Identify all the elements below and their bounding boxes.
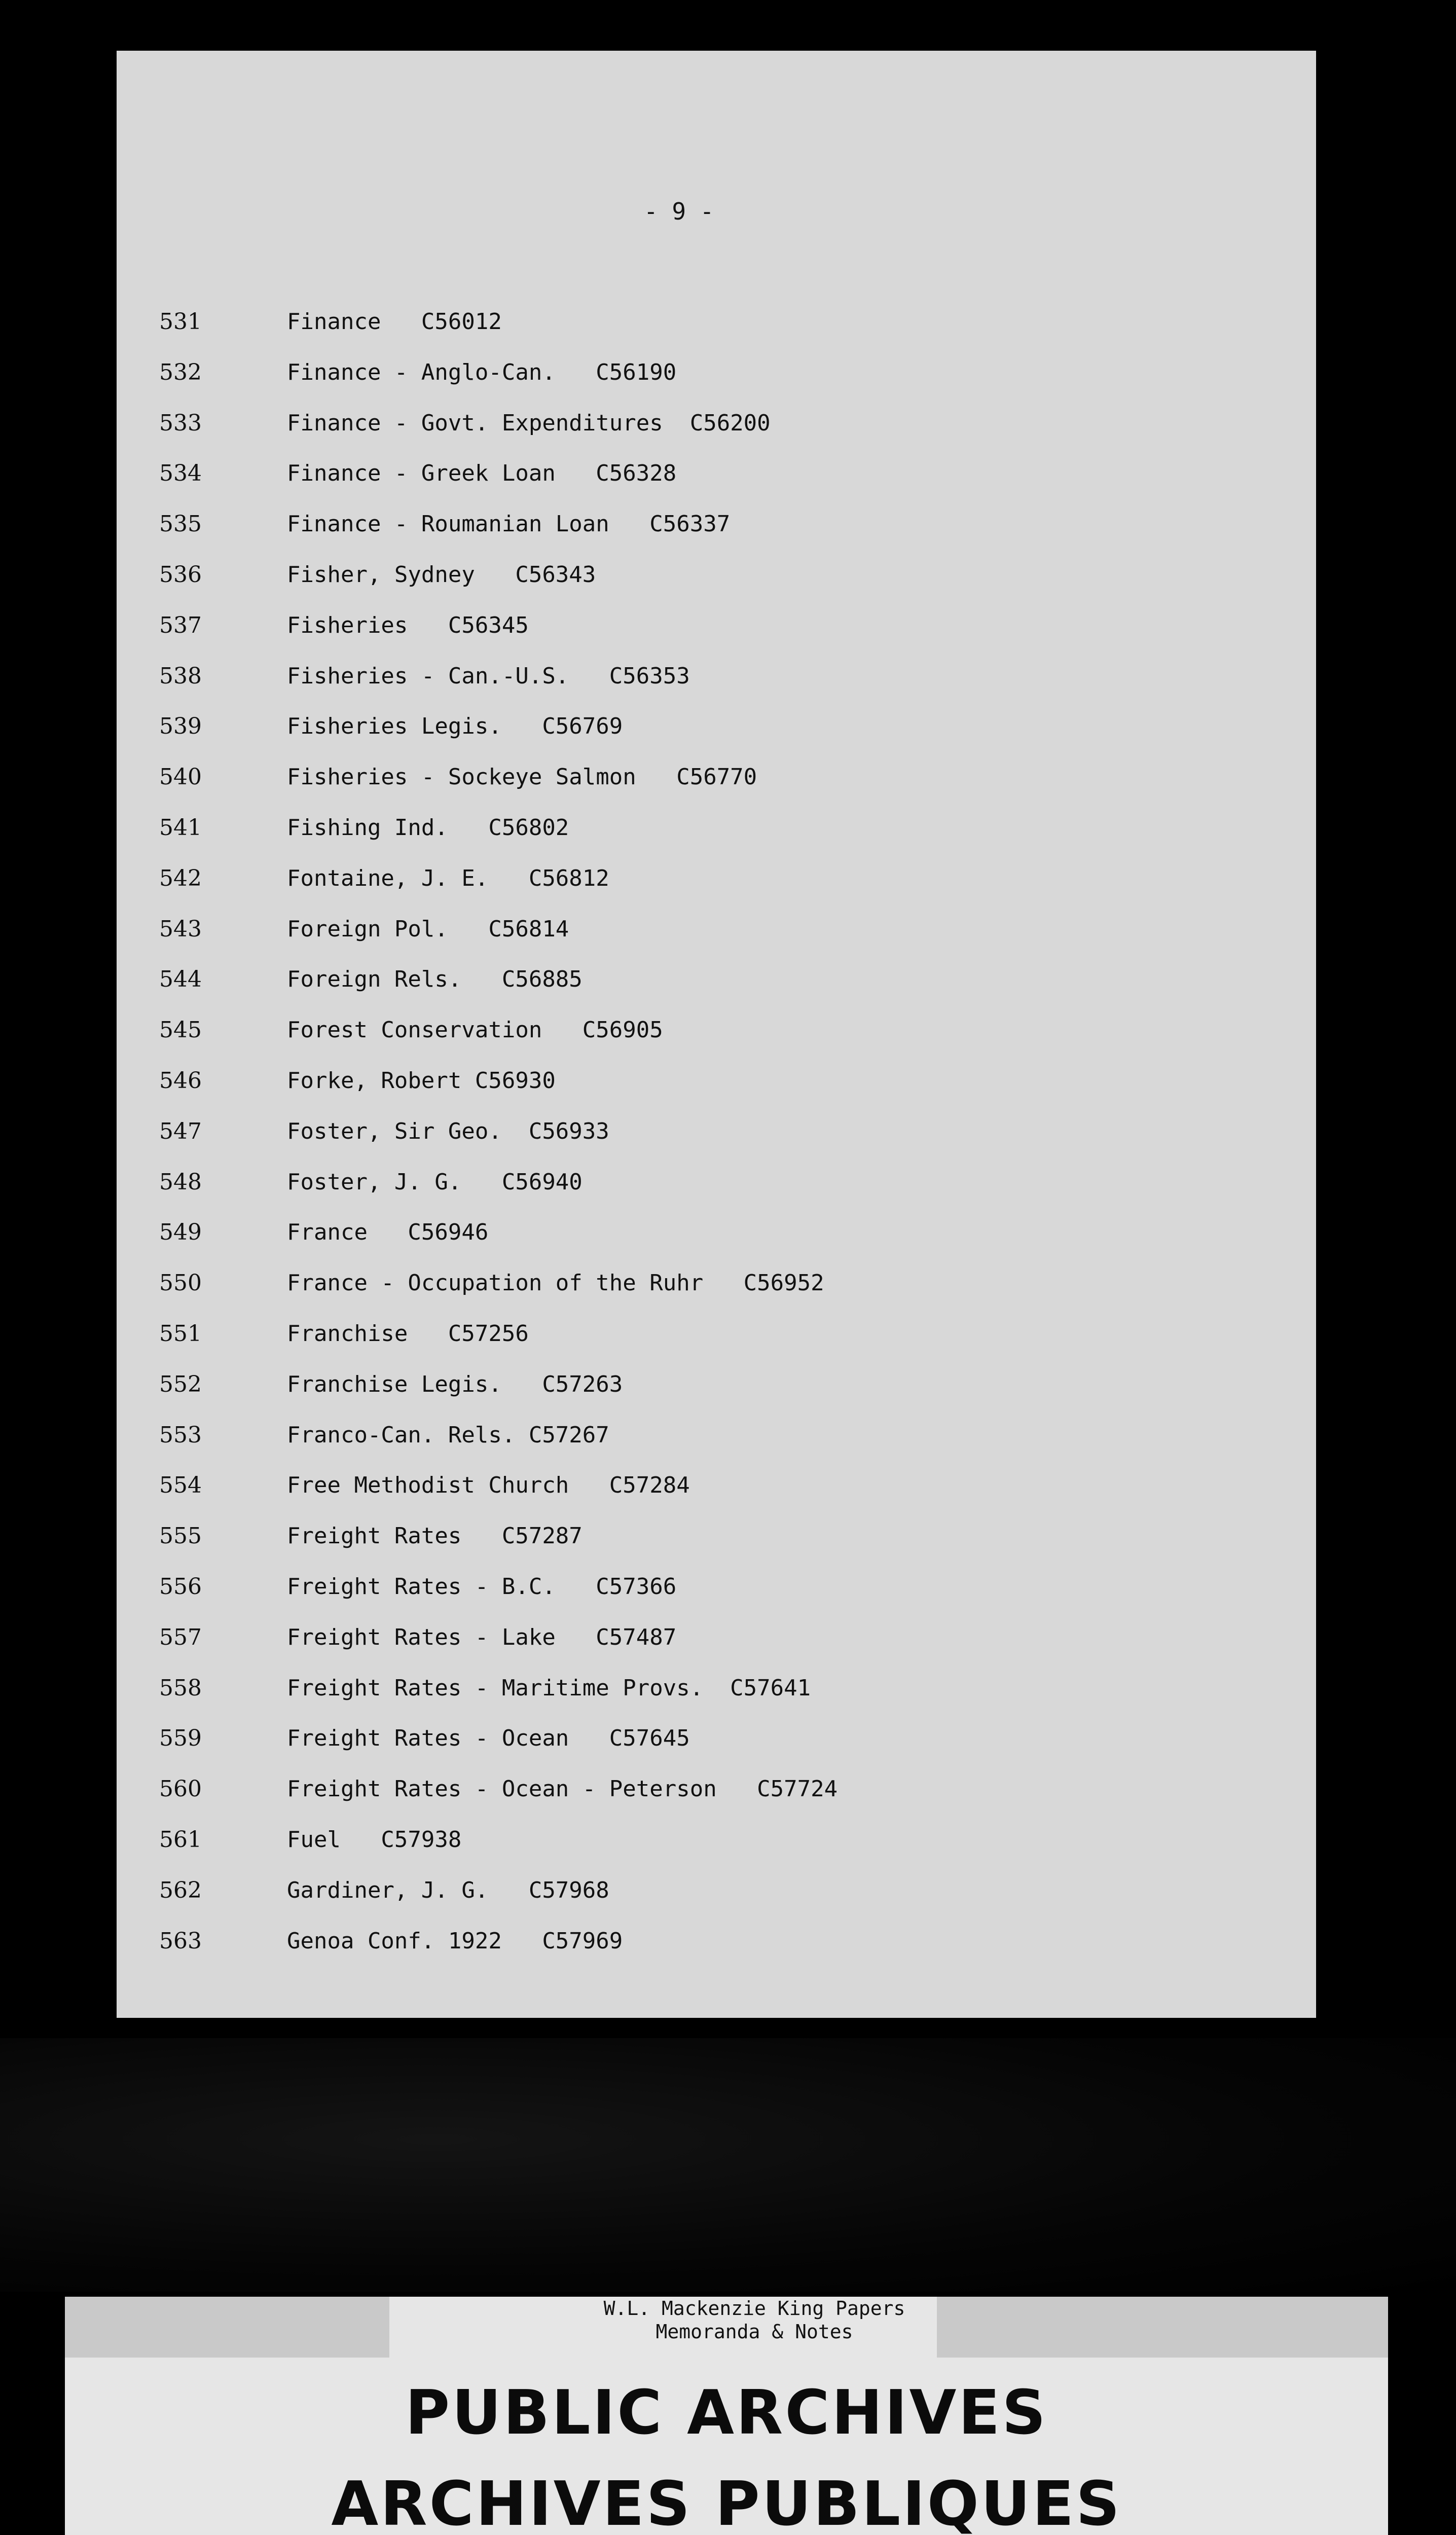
list-item xyxy=(117,1924,1316,1959)
entry-subject: Fisheries - Sockeye Salmon C56770 xyxy=(287,764,757,790)
tape-left xyxy=(65,2297,389,2358)
entry-number: 561 xyxy=(159,1827,202,1853)
entry-subject: Finance - Govt. Expenditures C56200 xyxy=(287,410,771,436)
list-item xyxy=(117,1822,1316,1858)
entry-number: 549 xyxy=(159,1219,202,1246)
entry-subject: France - Occupation of the Ruhr C56952 xyxy=(287,1270,824,1296)
entry-number: 563 xyxy=(159,1928,202,1954)
collection-line-1: W.L. Mackenzie King Papers xyxy=(603,2297,905,2320)
list-item xyxy=(117,557,1316,593)
entry-number: 542 xyxy=(159,865,202,891)
entry-number: 554 xyxy=(159,1472,202,1499)
list-item xyxy=(117,1316,1316,1352)
list-item xyxy=(117,861,1316,896)
entry-number: 541 xyxy=(159,815,202,841)
entry-subject: Fuel C57938 xyxy=(287,1827,462,1853)
entry-number: 531 xyxy=(159,309,202,335)
entry-subject: Fisheries - Can.-U.S. C56353 xyxy=(287,663,690,689)
list-item xyxy=(117,355,1316,390)
entry-number: 543 xyxy=(159,916,202,942)
entry-subject: Freight Rates - Lake C57487 xyxy=(287,1624,677,1650)
entry-subject: Forke, Robert C56930 xyxy=(287,1068,556,1094)
list-item xyxy=(117,659,1316,694)
list-item xyxy=(117,506,1316,542)
entry-number: 546 xyxy=(159,1068,202,1094)
list-item xyxy=(117,709,1316,744)
entry-subject: Finance - Greek Loan C56328 xyxy=(287,460,677,487)
list-item xyxy=(117,1063,1316,1099)
entry-list xyxy=(117,51,1316,2018)
stamp-line-archives-publiques: ARCHIVES PUBLIQUES xyxy=(331,2469,1122,2535)
entry-number: 539 xyxy=(159,713,202,740)
collection-line-2: Memoranda & Notes xyxy=(656,2321,853,2343)
list-item xyxy=(117,1468,1316,1503)
entry-subject: Franco-Can. Rels. C57267 xyxy=(287,1422,609,1448)
entry-number: 534 xyxy=(159,460,202,487)
page-number: - 9 - xyxy=(644,198,714,225)
entry-number: 552 xyxy=(159,1371,202,1397)
list-item xyxy=(117,1569,1316,1605)
entry-number: 540 xyxy=(159,764,202,790)
entry-subject: Freight Rates - Ocean - Peterson C57724 xyxy=(287,1776,838,1802)
entry-number: 548 xyxy=(159,1169,202,1195)
stamp-line-public-archives: PUBLIC ARCHIVES xyxy=(405,2378,1048,2448)
entry-subject: Fisheries C56345 xyxy=(287,612,529,638)
entry-subject: Genoa Conf. 1922 C57969 xyxy=(287,1928,623,1954)
list-item xyxy=(117,912,1316,947)
entry-subject: Free Methodist Church C57284 xyxy=(287,1472,690,1499)
list-item xyxy=(117,1265,1316,1301)
list-item xyxy=(117,1165,1316,1200)
list-item xyxy=(117,1671,1316,1706)
list-item xyxy=(117,1215,1316,1250)
entry-subject: Freight Rates - Ocean C57645 xyxy=(287,1725,690,1752)
entry-number: 547 xyxy=(159,1118,202,1144)
entry-subject: Freight Rates - B.C. C57366 xyxy=(287,1574,677,1600)
list-item xyxy=(117,759,1316,795)
archives-stamp xyxy=(65,2297,1388,2535)
list-item xyxy=(117,1620,1316,1655)
entry-subject: Foster, J. G. C56940 xyxy=(287,1169,583,1195)
entry-number: 555 xyxy=(159,1523,202,1549)
entry-number: 533 xyxy=(159,410,202,436)
list-item xyxy=(117,1721,1316,1756)
list-item xyxy=(117,608,1316,643)
entry-number: 544 xyxy=(159,966,202,993)
list-item xyxy=(117,1012,1316,1048)
entry-subject: Finance - Anglo-Can. C56190 xyxy=(287,359,677,385)
entry-number: 558 xyxy=(159,1675,202,1701)
entry-subject: Foreign Pol. C56814 xyxy=(287,916,569,942)
entry-number: 560 xyxy=(159,1776,202,1802)
list-item xyxy=(117,304,1316,340)
entry-number: 545 xyxy=(159,1017,202,1043)
entry-number: 562 xyxy=(159,1877,202,1903)
entry-number: 535 xyxy=(159,511,202,537)
entry-number: 557 xyxy=(159,1624,202,1650)
entry-subject: Fishing Ind. C56802 xyxy=(287,815,569,841)
list-item xyxy=(117,1114,1316,1149)
entry-subject: Freight Rates - Maritime Provs. C57641 xyxy=(287,1675,811,1701)
list-item xyxy=(117,810,1316,846)
list-item xyxy=(117,1771,1316,1807)
entry-number: 537 xyxy=(159,612,202,638)
entry-subject: Gardiner, J. G. C57968 xyxy=(287,1877,609,1903)
list-item xyxy=(117,1518,1316,1554)
entry-number: 559 xyxy=(159,1725,202,1752)
entry-subject: Franchise Legis. C57263 xyxy=(287,1371,623,1397)
entry-subject: Foster, Sir Geo. C56933 xyxy=(287,1118,609,1144)
list-item xyxy=(117,406,1316,441)
entry-subject: Finance - Roumanian Loan C56337 xyxy=(287,511,731,537)
film-background xyxy=(0,2038,1456,2292)
list-item xyxy=(117,456,1316,491)
list-item xyxy=(117,962,1316,997)
document-page xyxy=(117,51,1316,2018)
entry-subject: Foreign Rels. C56885 xyxy=(287,966,583,993)
entry-number: 553 xyxy=(159,1422,202,1448)
list-item xyxy=(117,1367,1316,1402)
entry-subject: Finance C56012 xyxy=(287,309,502,335)
entry-subject: Fisheries Legis. C56769 xyxy=(287,713,623,740)
entry-subject: Fontaine, J. E. C56812 xyxy=(287,865,609,891)
entry-number: 532 xyxy=(159,359,202,385)
entry-number: 551 xyxy=(159,1321,202,1347)
list-item xyxy=(117,1873,1316,1908)
entry-subject: Franchise C57256 xyxy=(287,1321,529,1347)
entry-subject: France C56946 xyxy=(287,1219,489,1246)
entry-number: 556 xyxy=(159,1574,202,1600)
collection-label xyxy=(450,2297,1059,2343)
entry-subject: Forest Conservation C56905 xyxy=(287,1017,663,1043)
entry-number: 536 xyxy=(159,562,202,588)
entry-subject: Freight Rates C57287 xyxy=(287,1523,583,1549)
list-item xyxy=(117,1418,1316,1453)
entry-subject: Fisher, Sydney C56343 xyxy=(287,562,596,588)
entry-number: 538 xyxy=(159,663,202,689)
entry-number: 550 xyxy=(159,1270,202,1296)
